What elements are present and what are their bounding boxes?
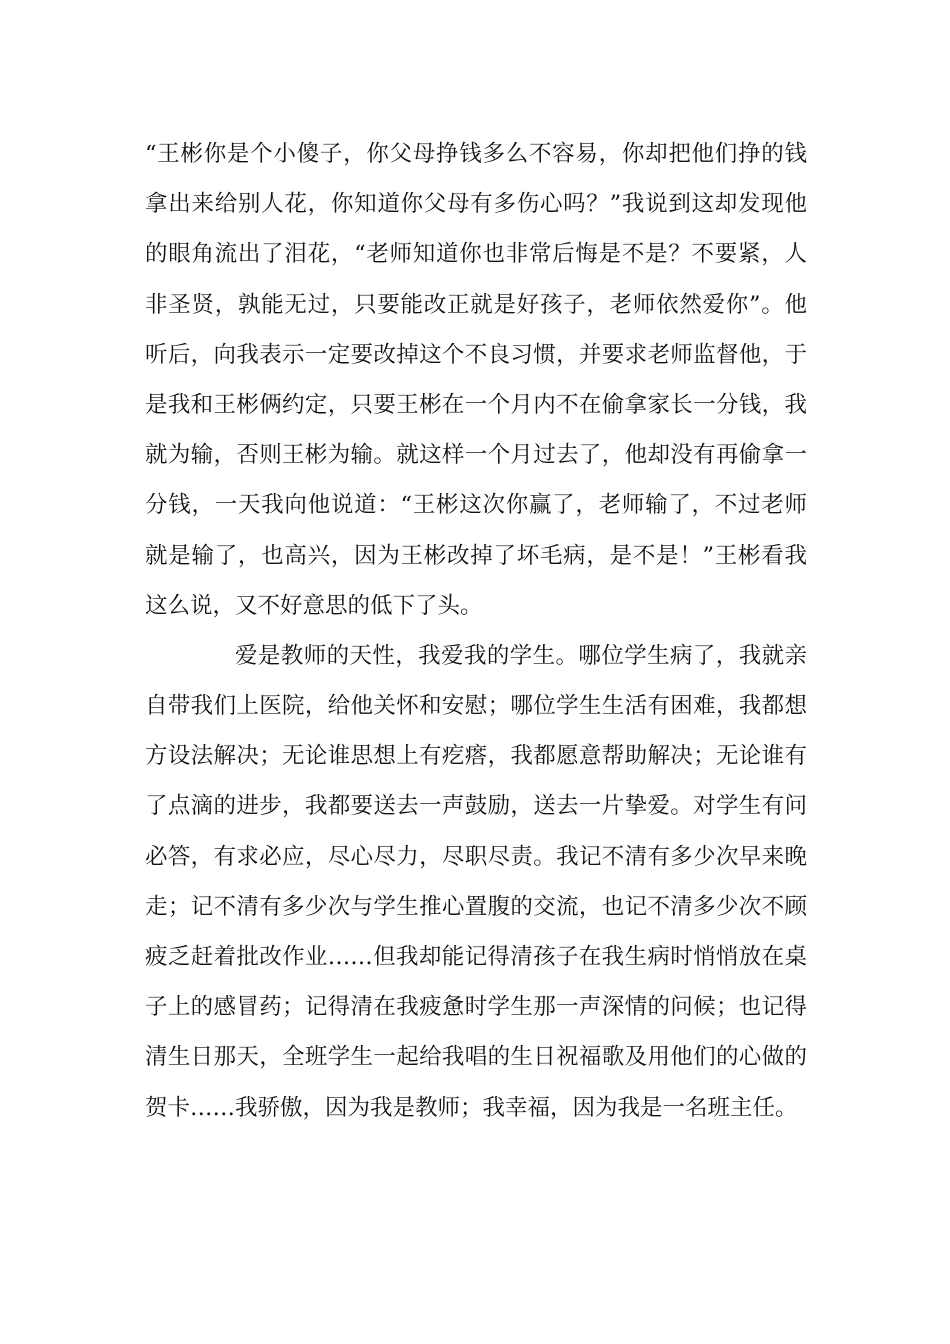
text-line: 必答，有求必应，尽心尽力，尽职尽责。我记不清有多少次早来晚 [145, 843, 807, 870]
text-line: 听后，向我表示一定要改掉这个不良习惯，并要求老师监督他，于 [145, 341, 807, 368]
text-line: 清生日那天，全班学生一起给我唱的生日祝福歌及用他们的心做的 [145, 1044, 807, 1071]
paragraph-1 [145, 129, 807, 631]
text-line: 贺卡……我骄傲，因为我是教师；我幸福，因为我是一名班主任。 [145, 1094, 798, 1121]
text-line: 这么说，又不好意思的低下了头。 [145, 592, 483, 619]
text-line: 是我和王彬俩约定，只要王彬在一个月内不在偷拿家长一分钱，我 [145, 391, 807, 418]
text-line: 子上的感冒药；记得清在我疲惫时学生那一声深情的问候；也记得 [145, 994, 807, 1021]
text-line: 就是输了，也高兴，因为王彬改掉了坏毛病，是不是！”王彬看我 [145, 542, 807, 569]
text-line: 了点滴的进步，我都要送去一声鼓励，送去一片挚爱。对学生有问 [145, 793, 807, 820]
text-line: 方设法解决；无论谁思想上有疙瘩，我都愿意帮助解决；无论谁有 [145, 743, 807, 770]
text-line: 的眼角流出了泪花，“老师知道你也非常后悔是不是？不要紧，人 [145, 241, 807, 268]
text-line: 拿出来给别人花，你知道你父母有多伤心吗？”我说到这却发现他 [145, 191, 807, 218]
text-line: 非圣贤，孰能无过，只要能改正就是好孩子，老师依然爱你”。他 [145, 291, 807, 318]
paragraph-2 [145, 631, 807, 1133]
text-line: 走；记不清有多少次与学生推心置腹的交流，也记不清多少次不顾 [145, 893, 807, 920]
text-line: 疲乏赶着批改作业……但我却能记得清孩子在我生病时悄悄放在桌 [145, 944, 807, 970]
document-body [145, 129, 807, 1133]
text-line: 自带我们上医院，给他关怀和安慰；哪位学生生活有困难，我都想 [145, 693, 807, 720]
text-line: “王彬你是个小傻子，你父母挣钱多么不容易，你却把他们挣的钱 [145, 141, 807, 167]
text-line: 就为输，否则王彬为输。就这样一个月过去了，他却没有再偷拿一 [145, 442, 807, 469]
text-line: 分钱，一天我向他说道：“王彬这次你赢了，老师输了，不过老师 [145, 492, 807, 519]
text-line: 爱是教师的天性，我爱我的学生。哪位学生病了，我就亲 [235, 642, 807, 669]
